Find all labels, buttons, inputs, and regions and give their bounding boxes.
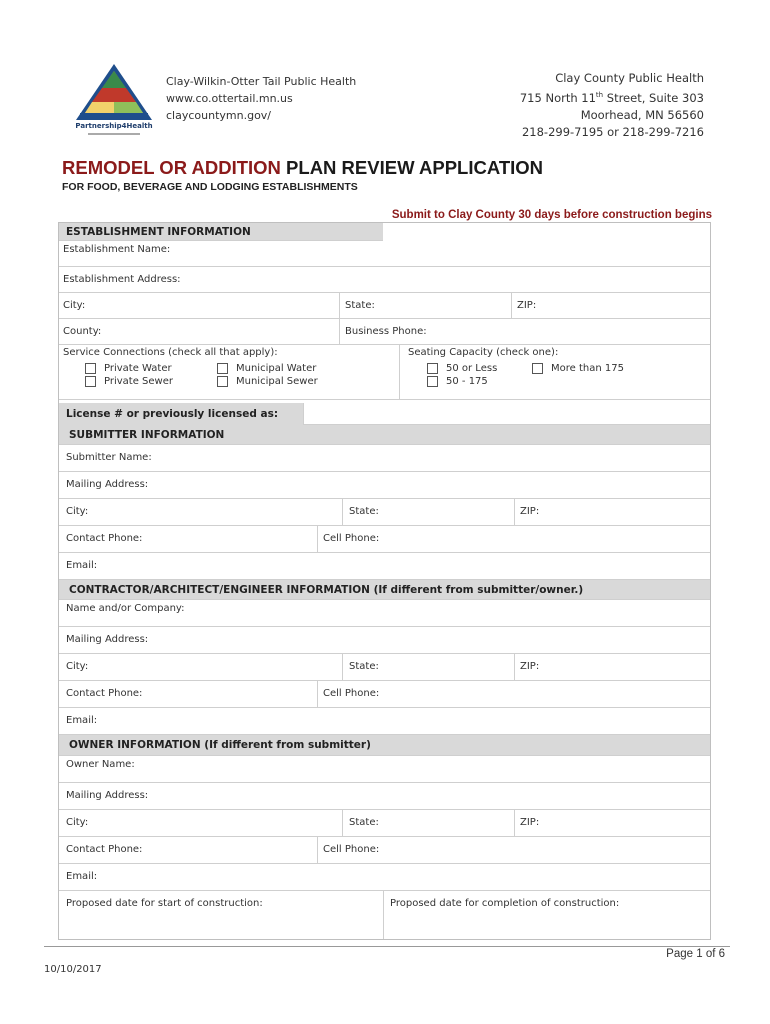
- zip-field[interactable]: ZIP:: [520, 817, 540, 828]
- submitter-heading: SUBMITTER INFORMATION: [59, 425, 710, 445]
- business-phone-field[interactable]: Business Phone:: [345, 326, 427, 337]
- header-left-contact: [166, 73, 356, 124]
- page-subtitle: FOR FOOD, BEVERAGE AND LODGING ESTABLISHMENTS: [62, 181, 358, 193]
- seating-capacity-label: Seating Capacity (check one):: [408, 347, 559, 358]
- county-field[interactable]: County:: [63, 326, 102, 337]
- establishment-heading: ESTABLISHMENT INFORMATION: [59, 223, 383, 241]
- owner-phone-row: [59, 837, 710, 864]
- contractor-name-field[interactable]: Name and/or Company:: [59, 600, 710, 627]
- contractor-city-row: [59, 654, 710, 681]
- zip-field[interactable]: ZIP:: [520, 506, 540, 517]
- owner-city-row: [59, 810, 710, 837]
- header-website-link[interactable]: www.co.ottertail.mn.us: [166, 92, 293, 105]
- service-seating-row: [59, 345, 710, 400]
- establishment-address-field[interactable]: Establishment Address:: [59, 267, 710, 293]
- header-right-contact: [520, 70, 704, 141]
- completion-date-field[interactable]: Proposed date for completion of construction:: [390, 898, 620, 909]
- submitter-phone-row: [59, 526, 710, 553]
- state-field[interactable]: State:: [345, 300, 375, 311]
- seating-50-175-checkbox[interactable]: 50 - 175: [427, 375, 488, 388]
- owner-heading: OWNER INFORMATION (If different from submitter): [59, 735, 710, 756]
- page-title: REMODEL OR ADDITION PLAN REVIEW APPLICATION: [62, 157, 544, 178]
- svg-text:Partnership4Health: Partnership4Health: [75, 122, 153, 130]
- footer-divider: [44, 946, 730, 947]
- private-water-checkbox[interactable]: Private Water: [85, 362, 172, 375]
- contractor-mailing-field[interactable]: Mailing Address:: [59, 627, 710, 654]
- seating-50-or-less-checkbox[interactable]: 50 or Less: [427, 362, 497, 375]
- city-field[interactable]: City:: [66, 661, 89, 672]
- license-input[interactable]: [303, 403, 710, 424]
- phone-numbers: 218-299-7195 or 218-299-7216: [521, 124, 704, 139]
- start-date-field[interactable]: Proposed date for start of construction:: [66, 898, 263, 909]
- page-number: Page 1 of 6: [666, 948, 725, 960]
- construction-dates-row: [59, 891, 710, 939]
- state-field[interactable]: State:: [349, 661, 379, 672]
- clay-county-org: Clay County Public Health: [555, 71, 704, 85]
- submitter-email-field[interactable]: Email:: [59, 553, 710, 580]
- state-field[interactable]: State:: [349, 817, 379, 828]
- contact-phone-field[interactable]: Contact Phone:: [66, 844, 143, 855]
- service-connections-label: Service Connections (check all that apply):: [63, 347, 278, 358]
- header-org-name: Clay-Wilkin-Otter Tail Public Health: [166, 75, 357, 88]
- zip-field[interactable]: ZIP:: [520, 661, 540, 672]
- license-label: License # or previously licensed as:: [66, 408, 279, 420]
- street-address: 715 North 11th Street, Suite 303: [519, 90, 704, 105]
- city-field[interactable]: City:: [66, 817, 89, 828]
- private-sewer-checkbox[interactable]: Private Sewer: [85, 375, 173, 388]
- zip-field[interactable]: ZIP:: [517, 300, 537, 311]
- partnership4health-logo: [74, 62, 154, 144]
- submitter-name-field[interactable]: Submitter Name:: [59, 445, 710, 472]
- city-field[interactable]: City:: [63, 300, 86, 311]
- contractor-email-field[interactable]: Email:: [59, 708, 710, 735]
- application-form: [58, 222, 711, 940]
- owner-name-field[interactable]: Owner Name:: [59, 756, 710, 783]
- cell-phone-field[interactable]: Cell Phone:: [323, 688, 380, 699]
- municipal-sewer-checkbox[interactable]: Municipal Sewer: [217, 375, 318, 388]
- owner-mailing-field[interactable]: Mailing Address:: [59, 783, 710, 810]
- submitter-mailing-field[interactable]: Mailing Address:: [59, 472, 710, 499]
- cell-phone-field[interactable]: Cell Phone:: [323, 533, 380, 544]
- city-address: Moorhead, MN 56560: [580, 107, 704, 122]
- license-row: [59, 403, 710, 425]
- revision-date: 10/10/2017: [44, 964, 102, 975]
- owner-email-field[interactable]: Email:: [59, 864, 710, 891]
- city-field[interactable]: City:: [66, 506, 89, 517]
- submit-note: Submit to Clay County 30 days before construction begins: [391, 209, 712, 221]
- header-website-link-2[interactable]: claycountymn.gov/: [166, 109, 272, 122]
- contact-phone-field[interactable]: Contact Phone:: [66, 533, 143, 544]
- establishment-city-row: [59, 293, 710, 319]
- seating-more-than-175-checkbox[interactable]: More than 175: [532, 362, 624, 375]
- contact-phone-field[interactable]: Contact Phone:: [66, 688, 143, 699]
- contractor-phone-row: [59, 681, 710, 708]
- submitter-city-row: [59, 499, 710, 526]
- municipal-water-checkbox[interactable]: Municipal Water: [217, 362, 316, 375]
- state-field[interactable]: State:: [349, 506, 379, 517]
- county-row: [59, 319, 710, 345]
- contractor-heading: CONTRACTOR/ARCHITECT/ENGINEER INFORMATION (If different from submitter/owner.): [59, 580, 710, 600]
- cell-phone-field[interactable]: Cell Phone:: [323, 844, 380, 855]
- establishment-name-field[interactable]: Establishment Name:: [59, 241, 710, 267]
